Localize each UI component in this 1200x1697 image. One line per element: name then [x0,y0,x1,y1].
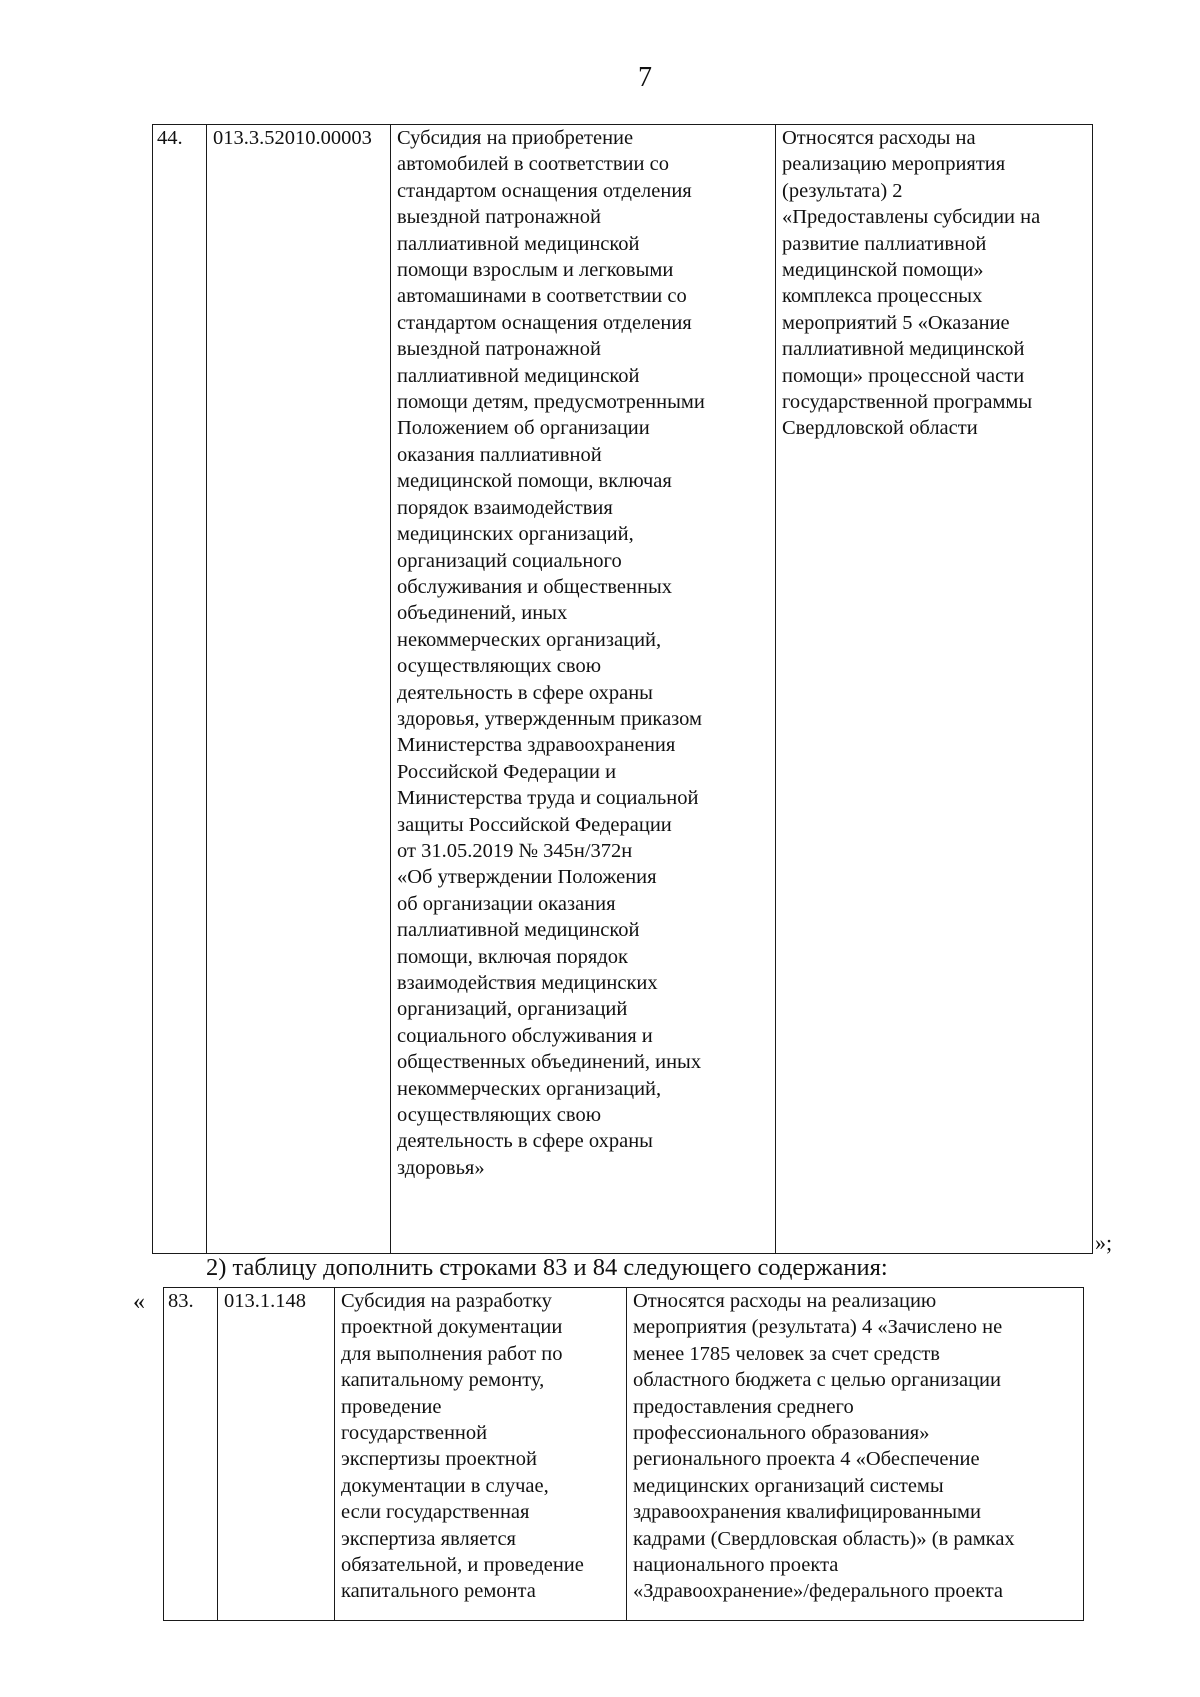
expense-description-cell: Относятся расходы на реализацию мероприятия (результата) 4 «Зачислено не менее 1785 человек за счет средств областного бюджета с целью организации предоставления среднего профессионального образования» регионального проекта 4 «Обеспечение медицинских организаций системы здравоохранения квалифицированными кадрами (Свердловская область)» (в рамках национального проекта «Здравоохранение»/федерального проекта [627,1288,1084,1621]
expense-name-cell: Субсидия на разработку проектной документации для выполнения работ по капитальному ремонту, проведение государственной экспертизы проектной документации в случае, если государственная экспертиза является обязательной, и проведение капитального ремонта [335,1288,627,1621]
expenditure-table-additions [163,1287,1084,1621]
row-number-cell: 83. [164,1288,218,1621]
row-number-cell: 44. [153,125,207,1254]
page-number: 7 [638,62,652,93]
expense-description-cell: Относятся расходы на реализацию мероприятия (результата) 2 «Предоставлены субсидии на развитие паллиативной медицинской помощи» комплекса процессных мероприятий 5 «Оказание паллиативной медицинской помощи» процессной части государственной программы Свердловской области [776,125,1093,1254]
expense-name-cell: Субсидия на приобретение автомобилей в соответствии со стандартом оснащения отделения выездной патронажной паллиативной медицинской помощи взрослым и легковыми автомашинами в соответствии со стандартом оснащения отделения выездной патронажной паллиативной медицинской помощи детям, предусмотренными Положением об организации оказания паллиативной медицинской помощи, включая порядок взаимодействия медицинских организаций, организаций социального обслуживания и общественных объединений, иных некоммерческих организаций, осуществляющих свою деятельность в сфере охраны здоровья, утвержденным приказом Министерства здравоохранения Российской Федерации и Министерства труда и социальной защиты Российской Федерации от 31.05.2019 № 345н/372н «Об утверждении Положения об организации оказания паллиативной медицинской помощи, включая порядок взаимодействия медицинских организаций, организаций социального обслуживания и общественных объединений, иных некоммерческих организаций, осуществляющих свою деятельность в сфере охраны здоровья» [391,125,776,1254]
table-row [164,1288,1084,1621]
expenditure-table-continued [152,124,1093,1254]
opening-quote-mark: « [133,1289,145,1315]
budget-code-cell: 013.3.52010.00003 [207,125,391,1254]
table-row [153,125,1093,1254]
closing-quote-mark: »; [1095,1230,1113,1255]
budget-code-cell: 013.1.148 [218,1288,335,1621]
instruction-paragraph: 2) таблицу дополнить строками 83 и 84 следующего содержания: [206,1254,888,1281]
